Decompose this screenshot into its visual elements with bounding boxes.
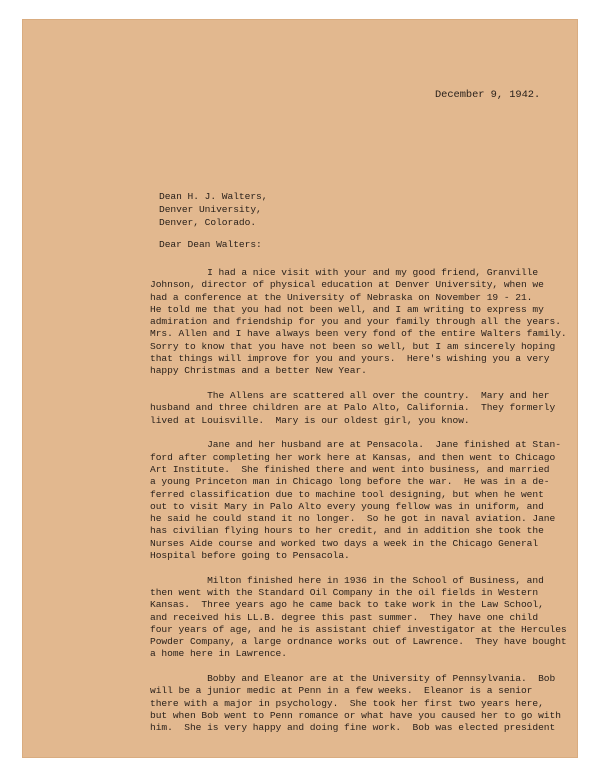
salutation: Dear Dean Walters: <box>159 239 262 250</box>
paragraph-bobby-eleanor: Bobby and Eleanor are at the University of Pennsylvania. Bob will be a junior medic at Penn in a few weeks. Eleanor is a senior there with a major in psychology. She took her first two years here, but when Bob went to Penn romance or what have you caused her to go with him. She is very happy and doing fine work. Bob was elected president <box>150 673 561 734</box>
letter-body <box>150 267 590 747</box>
letter-page <box>22 19 578 758</box>
recipient-name: Dean H. J. Walters, <box>159 191 268 202</box>
recipient-institution: Denver University, <box>159 204 262 215</box>
paragraph-allens-scattered: The Allens are scattered all over the country. Mary and her husband and three children are at Palo Alto, California. They formerly lived at Louisville. Mary is our oldest girl, you know. <box>150 390 556 426</box>
recipient-address <box>159 190 267 229</box>
recipient-city: Denver, Colorado. <box>159 217 257 228</box>
paragraph-milton: Milton finished here in 1936 in the School of Business, and then went with the Standard Oil Company in the oil fields in Western Kansas. Three years ago he came back to take work in the Law School, and received his LL.B. degree this past summer. They have one child four years of age, and he is assistant chief investigator at the Hercules Powder Company, a large ordnance works out of Lawrence. They have bought a home here in Lawrence. <box>150 574 567 660</box>
letter-date: December 9, 1942. <box>435 89 541 101</box>
paragraph-granville-visit: I had a nice visit with your and my good friend, Granville Johnson, director of physical education at Denver University, when we had a conference at the University of Nebraska on November 19 - 21. He told me that you had not been well, and I am writing to express my admiration and friendship for you and your family through all the years. Mrs. Allen and I have always been very fond of the entire Walters family. Sorry to know that you have not been so well, but I am sincerely hoping that things will improve for you and yours. Here's wishing you a very happy Christmas and a better New Year. <box>150 267 567 377</box>
paragraph-jane: Jane and her husband are at Pensacola. Jane finished at Stan- ford after completing her work here at Kansas, and then went to Chicago Art Institute. She finished there and went into business, and married a young Princeton man in Chicago long before the war. He was in a de- ferred classification due to machine tool designing, but when he went out to visit Mary in Palo Alto every young fellow was in uniform, and he said he could stand it no longer. So he got in naval aviation. Jane has civilian flying hours to her credit, and in addition she took the Nurses Aide course and worked two days a week in the Chicago General Hospital before going to Pensacola. <box>150 439 561 562</box>
